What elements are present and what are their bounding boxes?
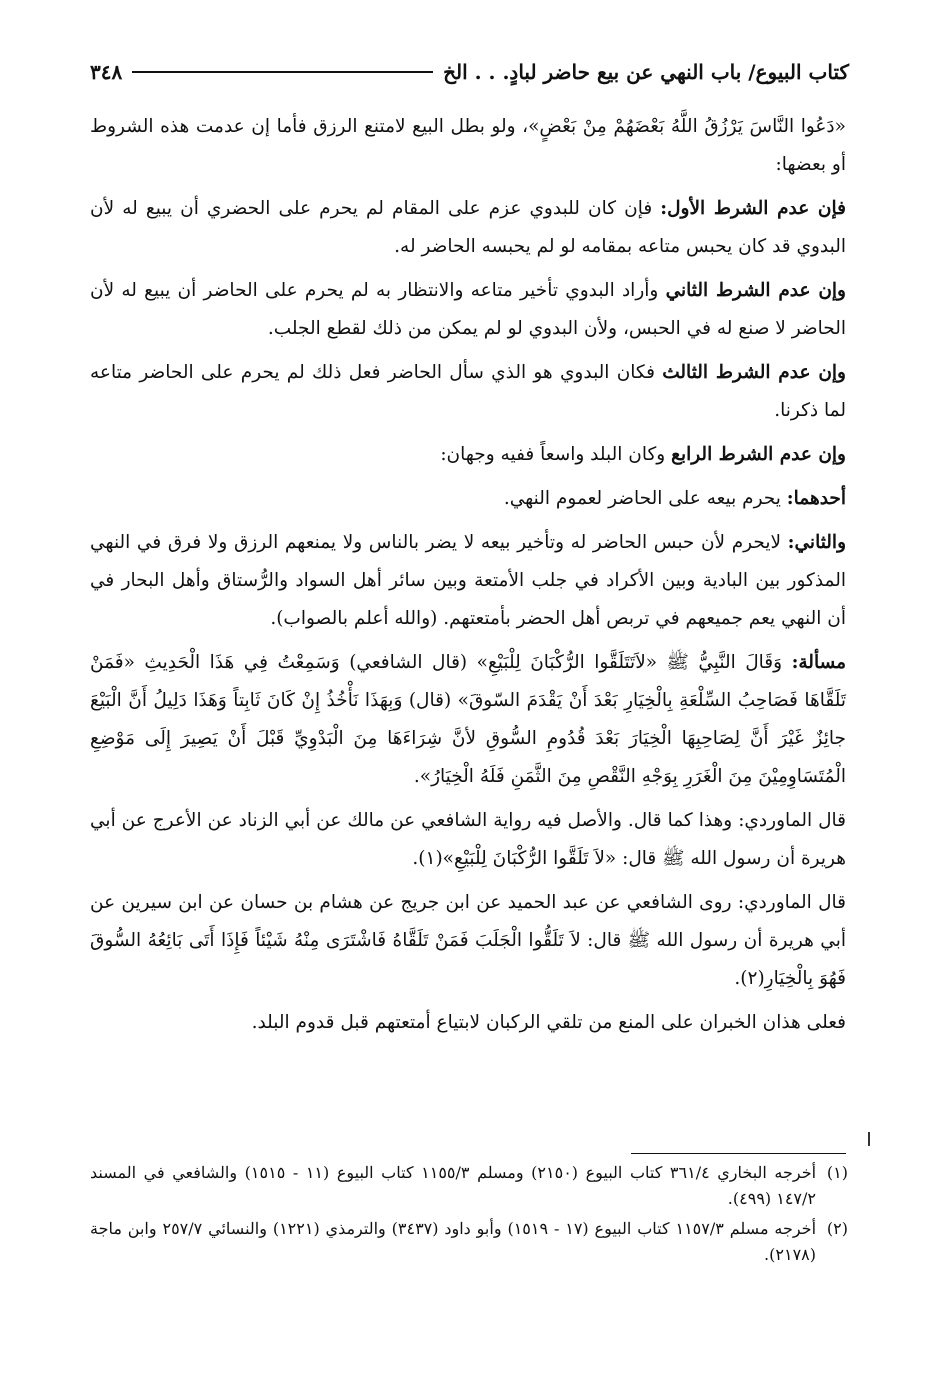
paragraph (90, 108, 846, 184)
paragraph-text: قال الماوردي: وهذا كما قال. والأصل فيه رواية الشافعي عن مالك عن أبي الزناد عن الأعرج عن أبي هريرة أن رسول الله ﷺ قال: «لاَ تَلَقَّوا الرُّكْبَانَ لِلْبَيْعِ»(١). (90, 810, 846, 869)
paragraph-text: لايحرم لأن حبس الحاضر له وتأخير بيعه لا يضر بالناس ولا يمنعهم الرزق ولا فرق في النهي المذكور بين البادية وبين الأكراد في جلب الأمتعة وبين سائر أهل السواد والرُّستاق وأهل البحار في أن النهي يعم جميعهم في تربص أهل الحضر بأمتعتهم. (والله أعلم بالصواب). (90, 532, 846, 629)
paragraph (90, 436, 846, 474)
paragraph-text: وكان البلد واسعاً ففيه وجهان: (440, 444, 672, 465)
paragraph-lead: وإن عدم الشرط الثالث (662, 362, 846, 383)
paragraph-text: فعلى هذان الخبران على المنع من تلقي الركبان لابتياع أمتعتهم قبل قدوم البلد. (251, 1012, 846, 1033)
footnote-number: (٢) (826, 1219, 848, 1238)
paragraph (90, 802, 846, 878)
footnote-rule (631, 1153, 846, 1154)
paragraph-text: وَقَالَ النَّبِيُّ ﷺ «لاَتَتَلَقَّوا الرُّكْبَانَ لِلْبَيْعِ» (قال الشافعي) وَسَمِعْتُ فِي هَذَا الْحَدِيثِ «فَمَنْ تَلَقَّاهَا فَصَاحِبُ السِّلْعَةِ بِالْخِيَارِ بَعْدَ أَنْ يَقْدَمَ السّوقَ» (قال) وَبِهَذَا نَأْخُذُ إِنْ كَانَ ثَابِتاً وَهَذَا دَلِيلُ أَنَّ الْبَيْعَ جائِزٌ غَيْرَ أَنَّ لِصَاحِبِهَا الْخِيَارَ بَعْدَ قُدُومِ السُّوقِ لأنَّ شِرَاءَهَا مِنَ الْبَدْوِيِّ قَبْلَ أَنْ يَصِيرَ إِلَى مَوْضِعِ الْمُتَسَاوِمِيْنَ مِنَ الْغَرَرِ بِوَجْهِ النَّقْصِ مِنَ الثَّمَنِ فَلَهُ الْخِيَارُ». (90, 652, 846, 787)
paragraph-text: «دَعُوا النَّاسَ يَرْزُقُ اللَّهُ بَعْضَهُمْ مِنْ بَعْضٍ»، ولو بطل البيع لامتنع الرزق فأما إن عدمت هذه الشروط أو بعضها: (90, 116, 846, 175)
footnote (90, 1160, 848, 1212)
page-number: ٣٤٨ (90, 60, 123, 84)
paragraph (90, 272, 846, 348)
paragraph (90, 354, 846, 430)
paragraph (90, 480, 846, 518)
paragraph-lead: فإن عدم الشرط الأول: (660, 198, 846, 219)
footnote-text: أخرجه مسلم ١١٥٧/٣ كتاب البيوع (١٧ - ١٥١٩) وأبو داود (٣٤٣٧) والترمذي (١٢٢١) والنسائي ٢٥٧/٧ وابن ماجة (٢١٧٨). (90, 1219, 817, 1264)
paragraph-text: وأراد البدوي تأخير متاعه والانتظار به لم يحرم على الحاضر أن يبيع له لأن الحاضر لا صنع له في الحبس، ولأن البدوي لو لم يمكن من ذلك لقطع الجلب. (90, 280, 846, 339)
main-text (90, 108, 846, 1048)
header-title: كتاب البيوع/ باب النهي عن بيع حاضر لبادٍ. . . الخ (443, 60, 849, 84)
paragraph-lead: وإن عدم الشرط الرابع (671, 444, 846, 465)
paragraph (90, 884, 846, 998)
footnote-number: (١) (826, 1163, 848, 1182)
paragraph-lead: والثاني: (787, 532, 846, 553)
footnotes (90, 1160, 848, 1272)
paragraph (90, 524, 846, 638)
footnote-text: أخرجه البخاري ٣٦١/٤ كتاب البيوع (٢١٥٠) ومسلم ١١٥٥/٣ كتاب البيوع (١١ - ١٥١٥) والشافعي في المسند ١٤٧/٢ (٤٩٩). (90, 1163, 817, 1208)
paragraph-lead: مسألة: (791, 652, 846, 673)
paragraph (90, 644, 846, 796)
running-header (90, 52, 849, 92)
paragraph-text: فكان البدوي هو الذي سأل الحاضر فعل ذلك لم يحرم على الحاضر متاعه لما ذكرنا. (90, 362, 846, 421)
paragraph (90, 1004, 846, 1042)
paragraph-text: يحرم بيعه على الحاضر لعموم النهي. (503, 488, 787, 509)
paragraph-lead: وإن عدم الشرط الثاني (665, 280, 846, 301)
paragraph (90, 190, 846, 266)
paragraph-text: قال الماوردي: روى الشافعي عن عبد الحميد عن ابن جريج عن هشام بن حسان عن ابن سيرين عن أبي هريرة أن رسول الله ﷺ قال: لاَ تَلَقُّوا الْجَلَبَ فَمَنْ تَلَقَّاهُ فَاشْتَرَى مِنْهُ شَيْئاً فَإِذَا أَتَى بَائِعُهُ السُّوقَ فَهُوَ بِالْخِيَارِ(٢). (90, 892, 846, 989)
paragraph-text: فإن كان للبدوي عزم على المقام لم يحرم على الحضري أن يبيع له لأن البدوي قد كان يحبس متاعه بمقامه لو لم يحبسه الحاضر له. (90, 198, 846, 257)
paragraph-lead: أحدهما: (786, 488, 846, 509)
footnote (90, 1216, 848, 1268)
margin-mark (868, 1132, 870, 1146)
header-rule (132, 71, 433, 73)
